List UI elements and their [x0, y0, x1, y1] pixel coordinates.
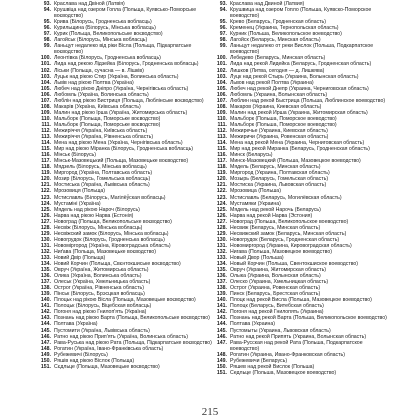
list-item-number: 106. — [216, 91, 227, 98]
list-item-text: Мінськ (Білорусь) — [54, 152, 96, 159]
list-item-text: Мядель (Беларусь, Минская область) — [230, 164, 321, 171]
list-item-text: Пінськ (Білорусь, Брэсцкая вобласць) — [54, 291, 145, 298]
list-item-text: Миргород (Украина, Полтавская область) — [230, 170, 330, 177]
list-item-text: Львов над рекой Полтва (Украина) — [230, 79, 314, 86]
list-item-text: Мальборк (Польша, Поморское воеводство) — [230, 115, 337, 122]
list-item-number: 101. — [40, 61, 51, 68]
list-item-number: 147. — [40, 339, 51, 346]
list-item-text: Несвижский замок (Беларусь, Минская область) — [230, 230, 347, 237]
list-item-text: Мстиславль (Білорусь, Магілёўская вобласць) — [54, 194, 166, 201]
list-item-number: 148. — [216, 351, 227, 358]
list-item-number: 121. — [40, 182, 51, 189]
list-item-text: Межиріччя (Україна, Рівненська область) — [54, 134, 154, 141]
list-item-number: 137. — [40, 279, 51, 286]
list-item-text: Луцк над рекой Стырь (Украина, Волынская область) — [230, 73, 359, 80]
list-item-number: 130. — [40, 236, 51, 243]
list-item-text: Лишков (Литва, сегодня — д. Лишкява) — [230, 67, 325, 74]
list-item-number: 100. — [40, 55, 51, 62]
list-item-number: 102. — [216, 67, 227, 74]
list-item-number: 138. — [40, 285, 51, 292]
list-item-text: Мостиска (Украина, Львовская область) — [230, 182, 327, 189]
list-item-text: Острог (Україна, Рівненська область) — [54, 285, 144, 292]
list-item-number: 106. — [40, 91, 51, 98]
list-item-number: 132. — [40, 248, 51, 255]
list-item — [40, 43, 212, 55]
list-item-text: Новоград (Польша, Великопольское воеводство) — [230, 218, 349, 225]
list-item-text: Мінськ-Мазовецький (Польща, Мазовецьке воєводство) — [54, 158, 189, 165]
list-item-number: 93. — [219, 1, 227, 7]
list-item-number: 105. — [216, 85, 227, 92]
list-item — [40, 7, 212, 19]
list-item-text: Люблін над рікою Бистриця (Польща, Люблінське воєводство) — [54, 97, 204, 104]
list-item-number: 146. — [40, 333, 51, 340]
list-item-text: Межиріччя (Україна, Київська область) — [54, 127, 148, 134]
list-item-text: Лида над рекою Лідзейка (Білорусь, Гродненська вобласць) — [54, 61, 199, 68]
list-item-number: 140. — [216, 297, 227, 304]
list-item-text: Пинск (Беларусь, Брестская область) — [230, 291, 321, 298]
list-item-text: Пустомыты (Украина, Львовская область) — [230, 327, 331, 334]
list-item-number: 108. — [40, 103, 51, 110]
list-item-number: 147. — [216, 339, 227, 346]
list-item-text: Любомль (Украина, Волынская область) — [230, 91, 328, 98]
list-item-text: Краслава над Двиной (Латвия) — [230, 1, 305, 7]
list-item-number: 134. — [40, 261, 51, 268]
list-item-number: 121. — [216, 182, 227, 189]
list-item-number: 107. — [40, 97, 51, 104]
list-item-number: 130. — [216, 236, 227, 243]
list-item-text: Новогрудок (Білорусь, Гродненська вобласць) — [54, 236, 165, 243]
list-item-number: 114. — [217, 140, 227, 147]
list-item-number: 124. — [216, 200, 227, 207]
list-item-text: Олеско (Украина, Хмельницкая область) — [230, 279, 329, 286]
list-item-number: 125. — [40, 206, 51, 213]
list-item-text: Нарва над рікою Нарва (Естонія) — [54, 212, 134, 219]
list-item-text: Минск-Мазовецкий (Польша, Мазовецкое воеводство) — [230, 158, 361, 165]
list-item-text: Мир над рікою Міранка (Білорусь, Гродненська вобласць) — [54, 146, 194, 153]
list-item-number: 123. — [40, 194, 51, 201]
list-item-number: 94. — [43, 7, 51, 14]
list-item-text: Олика (Україна, Волинська область) — [54, 273, 142, 280]
list-item-number: 95. — [43, 19, 51, 26]
list-item-text: Рогатин (Україна, Івано-Франківська область) — [54, 345, 164, 352]
list-item-text: Олыка (Украина, Волынская область) — [230, 273, 321, 280]
list-item-text: Новий Корчин (Польща, Свєнтокшиське воєводство) — [54, 261, 181, 268]
list-item-number: 142. — [40, 309, 51, 316]
list-item-text: Мальборк (Польща, Поморське воєводство) — [54, 121, 161, 128]
list-item — [216, 7, 390, 19]
list-item-number: 145. — [40, 327, 51, 334]
list-item-text: Рава-Русская над рекой Рата (Польша, Подкарпатское воеводство) — [230, 339, 363, 352]
list-item-text: Новомиргород (Украина, Кировоградская область) — [230, 242, 352, 249]
list-item-number: 114. — [41, 140, 51, 147]
list-item-text: Несвіж (Білорусь, Мінська вобласць) — [54, 224, 143, 231]
list-item-number: 111. — [41, 121, 51, 128]
list-item-number: 145. — [216, 327, 227, 334]
list-item-text: Кривa (Білорусь, Гродненська вобласць) — [54, 19, 152, 26]
list-item-text: Мир над рекой Миранка (Беларусь, Гродненская область) — [230, 146, 370, 153]
list-item-number: 97. — [219, 31, 227, 38]
list-item-text: Люблин над рекой Быстрица (Польша, Люблинское воеводство) — [230, 97, 386, 104]
list-item-text: Новоград (Польща, Великопольське воєводство) — [54, 218, 172, 225]
list-item-text: Крево (Беларусь, Гродненская область) — [230, 19, 326, 26]
list-item — [216, 340, 390, 352]
list-item-text: Нигава (Польша, Мазовецкое воеводство) — [230, 248, 332, 255]
list-item-number: 94. — [219, 7, 227, 14]
list-item-number: 125. — [216, 206, 227, 213]
list-item-number: 131. — [216, 242, 227, 249]
list-item-number: 117. — [217, 158, 227, 165]
list-item-number: 143. — [216, 315, 227, 322]
list-item-text: Макарів (Україна, Київська область) — [54, 103, 141, 110]
list-item-text: Ланьцут недалеко от реки Вислок (Польша, Подкарпатское воеводство) — [230, 43, 374, 56]
list-item-number: 104. — [40, 79, 51, 86]
list-item-text: Новый Корчин (Польша, Свентокшиское воеводство) — [230, 261, 359, 268]
list-item-text: Полтава (Україна) — [54, 321, 98, 328]
list-item-number: 118. — [41, 164, 51, 171]
list-item-number: 139. — [40, 291, 51, 298]
list-item-text: Овруч (Украина, Житомирская область) — [230, 267, 327, 274]
list-item-number: 140. — [40, 297, 51, 304]
list-item-text: Мена над рікою Мена (Україна, Чернігівська область) — [54, 140, 183, 147]
list-item-number: 112. — [217, 127, 227, 134]
list-item-number: 116. — [217, 152, 227, 159]
list-item-number: 96. — [219, 25, 227, 32]
list-item-text: Ратно над рікою Прип'ять (Україна, Волинська область) — [54, 333, 188, 340]
list-item-number: 144. — [40, 321, 51, 328]
list-item-text: Ряшев над рекой Вислок (Польша) — [230, 363, 315, 370]
list-item-number: 100. — [216, 55, 227, 62]
list-item-number: 99. — [219, 43, 227, 50]
list-item-text: Ниґава (Польща, Мазовецьке воєводство) — [54, 248, 157, 255]
list-item-number: 126. — [216, 212, 227, 219]
list-item-text: Полоцьк (Білорусь, Віцебская вобласць) — [54, 303, 152, 310]
list-item-text: Полоцк (Беларусь, Витебская область) — [230, 303, 324, 310]
list-item-number: 96. — [43, 25, 51, 32]
page-number: 215 — [201, 406, 219, 418]
list-item-text: Мрозовица (Польша) — [230, 188, 281, 195]
list-item-number: 111. — [217, 121, 227, 128]
list-item-number: 120. — [216, 176, 227, 183]
list-item-text: Мстиславль (Беларусь, Могилёвская область) — [230, 194, 342, 201]
list-item-text: Мядзель (Білорусь, Мінська вобласць) — [54, 164, 147, 171]
list-item-text: Курик (Польща, Великопольське воєводство) — [54, 31, 163, 38]
list-item-number: 146. — [216, 333, 227, 340]
list-item-number: 109. — [40, 109, 51, 116]
list-item-text: Мустамяки (Украина) — [230, 200, 281, 207]
list-item-text: Познань над рекой Варта (Польша, Великопольское воеводство) — [230, 315, 387, 322]
list-item-number: 95. — [219, 19, 227, 26]
list-item-text: Рубежевичи (Беларусь) — [230, 357, 288, 364]
list-item-number: 142. — [216, 309, 227, 316]
list-item-text: Рубежевичі (Білорусь) — [54, 351, 108, 358]
list-item-number: 134. — [216, 261, 227, 268]
list-item-number: 128. — [40, 224, 51, 231]
list-item-number: 122. — [40, 188, 51, 195]
list-item-number: 129. — [40, 230, 51, 237]
list-item-text: Острог (Украина, Ровенская область) — [230, 285, 321, 292]
list-item-number: 124. — [40, 200, 51, 207]
list-item-number: 109. — [216, 109, 227, 116]
list-item-text: Мальборк (Польша, Поморское воеводство) — [230, 121, 337, 128]
list-item-number: 119. — [217, 170, 227, 177]
right-column-place-list — [216, 1, 390, 376]
list-item-text: Межиречье (Украина, Киевская область) — [230, 127, 328, 134]
list-item-number: 136. — [216, 273, 227, 280]
list-item-number: 110. — [41, 115, 51, 122]
list-item-number: 123. — [216, 194, 227, 201]
list-item-text: Сєдльце (Польща, Мазовецьке воєводство) — [54, 363, 160, 370]
list-item-text: Рогатин (Украина, Ивано-Франковская область) — [230, 351, 345, 358]
list-item — [216, 43, 390, 55]
list-item-number: 137. — [216, 279, 227, 286]
list-item-text: Курильщина (Білорусь, Мінська вобласць) — [54, 25, 156, 32]
list-item-text: Ліськи (Польща, сучасна — в. Лішків) — [54, 67, 144, 74]
list-item-number: 116. — [41, 152, 51, 159]
list-item-number: 120. — [40, 176, 51, 183]
list-item-number: 149. — [40, 351, 51, 358]
list-item-number: 133. — [40, 254, 51, 261]
list-item-text: Пустомити (Україна, Львівська область) — [54, 327, 150, 334]
list-item-number: 118. — [217, 164, 227, 171]
list-item-text: Минск (Беларусь) — [230, 152, 273, 159]
list-item-text: Плоцк над рекой Висла (Польша, Мазовецкое воеводство) — [230, 297, 372, 304]
list-item-number: 148. — [40, 345, 51, 352]
list-item-text: Погоня над рекой Гнилопять (Украина) — [230, 309, 324, 316]
list-item-number: 113. — [217, 134, 227, 141]
list-item-text: Олеськ (Україна, Хмельницька область) — [54, 279, 151, 286]
list-item-text: Ратно над рекой Припять (Украина, Волынская область) — [230, 333, 367, 340]
list-item-number: 107. — [216, 97, 227, 104]
list-item-number: 93. — [43, 1, 51, 7]
list-item-number: 143. — [40, 315, 51, 322]
list-item-text: Луцьк над рікою Стир (Україна, Волинська область) — [54, 73, 179, 80]
left-column-place-list — [40, 1, 212, 370]
list-item-text: Несвіжский замок (Білорусь, Мінська вобласць) — [54, 230, 169, 237]
list-item-number: 128. — [216, 224, 227, 231]
list-item-text: Рава-Руська над рікою Рата (Польща, Підкарпатське воєводство) — [54, 339, 212, 346]
list-item-text: Краслава над Двіной (Латвія) — [54, 1, 125, 7]
list-item-number: 102. — [40, 67, 51, 74]
list-item-number: 133. — [216, 254, 227, 261]
list-item-text: Новогрудок (Беларусь, Гродненская область) — [230, 236, 340, 243]
list-item-text: Нарва над рекой Нарва (Эстония) — [230, 212, 313, 219]
list-item-text: Ланьцут недалеко від ріки Вісла (Польща, Підкарпатське воєводство) — [54, 43, 192, 56]
list-item-number: 131. — [40, 242, 51, 249]
list-item-text: Мена над рекой Мена (Украина, Черниговская область) — [230, 140, 365, 147]
list-item-text: Мостиська (Україна, Львівська область) — [54, 182, 150, 189]
list-item-number: 98. — [43, 37, 51, 44]
list-item-text: Кременец (Украина, Тернопольская область) — [230, 25, 339, 32]
list-item-number: 112. — [41, 127, 51, 134]
list-item-text: Мядель над рікою Нароч (Білорусь) — [54, 206, 140, 213]
list-item-number: 150. — [216, 363, 227, 370]
list-item-number: 129. — [216, 230, 227, 237]
list-item-text: Леонтівка (Білорусь, Гродненська вобласць) — [54, 55, 161, 62]
list-item-text: Полтава (Украина) — [230, 321, 275, 328]
list-item-number: 132. — [216, 248, 227, 255]
list-item-number: 150. — [40, 357, 51, 364]
list-item-number: 151. — [40, 363, 51, 370]
list-item-text: Мозырь (Беларусь, Гомельская область) — [230, 176, 329, 183]
list-item-text: Лебедево (Беларусь, Минская область) — [230, 55, 326, 62]
list-item-number: 104. — [216, 79, 227, 86]
list-item-number: 144. — [216, 321, 227, 328]
list-item-number: 135. — [40, 267, 51, 274]
list-item-text: Мальборк (Польща, Поморське воєводство) — [54, 115, 161, 122]
list-item-text: Ряшів над рікою Віслок (Польща) — [54, 357, 135, 364]
list-item-text: Погоня над рікою Гнилоп'ять (Україна) — [54, 309, 147, 316]
list-item-number: 99. — [43, 43, 51, 50]
list-item-text: Седльце (Польша, Мазовецкое воеводство) — [230, 369, 337, 376]
list-item-text: Любеч над рекой Днепр (Украина, Черниговская область) — [230, 85, 369, 92]
list-item-text: Новый Двор (Польша) — [230, 254, 284, 261]
list-item-text: Несвиж (Беларусь, Минская область) — [230, 224, 321, 231]
list-item-text: Крушвіца над озером Гопла (Польща, Куявсько-Поморське воєводство) — [54, 7, 197, 20]
list-item-text: Миргород (Україна, Полтавська область) — [54, 170, 153, 177]
list-item-text: Лагойськ (Білорусь, Мінська вобласць) — [54, 37, 148, 44]
list-item-number: 103. — [40, 73, 51, 80]
list-item-number: 108. — [216, 103, 227, 110]
list-item-number: 138. — [216, 285, 227, 292]
list-item-text: Плоцьк над рікою Вісла (Польща, Мазовецьке воєводство) — [54, 297, 196, 304]
list-item-text: Мустаміні (Україна) — [54, 200, 101, 207]
list-item — [216, 370, 390, 376]
list-item-text: Львів над рікою Полтва (Україна) — [54, 79, 134, 86]
list-item-number: 151. — [216, 369, 227, 376]
list-item-number: 122. — [216, 188, 227, 195]
list-item-number: 105. — [40, 85, 51, 92]
list-item-text: Овруч (Україна, Житомирська область) — [54, 267, 149, 274]
list-item-text: Новоміргород (Україна, Кіровоградська область) — [54, 242, 171, 249]
list-item-number: 127. — [216, 218, 227, 225]
list-item-text: Курник (Польша, Великопольское воеводство) — [230, 31, 342, 38]
list-item-number: 135. — [216, 267, 227, 274]
list-item-number: 101. — [216, 61, 227, 68]
list-item-text: Любомль (Україна, Волинська область) — [54, 91, 149, 98]
list-item-text: Мозир (Білорусь, Гомельська вобласць) — [54, 176, 151, 183]
list-item-number: 126. — [40, 212, 51, 219]
list-item-text: Крушвица над озером Гопло (Польша, Куявско-Поморское воеводство) — [230, 7, 372, 20]
list-item-number: 98. — [219, 37, 227, 44]
list-item-number: 119. — [41, 170, 51, 177]
list-item-number: 115. — [217, 146, 227, 153]
list-item-number: 149. — [216, 357, 227, 364]
list-item — [40, 364, 212, 370]
list-item-text: Мядель над рекой Нарочь (Беларусь) — [230, 206, 321, 213]
list-item-number: 115. — [41, 146, 51, 153]
list-item-number: 103. — [216, 73, 227, 80]
list-item-number: 117. — [41, 158, 51, 165]
list-item-text: Любеч над рікою Дніпро (Україна, Чернігівська область) — [54, 85, 189, 92]
list-item-text: Мрозовиця (Польща) — [54, 188, 105, 195]
list-item-text: Малин над рекой Ирша (Украина, Житомирская область) — [230, 109, 368, 116]
list-item-text: Малин над рікою Ірша (Україна, Житомирська область) — [54, 109, 188, 116]
list-item-text: Лида над рекой Лидейка (Беларусь, Гродненская область) — [230, 61, 372, 68]
list-item-number: 139. — [216, 291, 227, 298]
list-item-number: 136. — [40, 273, 51, 280]
list-item-number: 97. — [43, 31, 51, 38]
list-item-text: Новий Двір (Польща) — [54, 254, 106, 261]
list-item-number: 141. — [40, 303, 51, 310]
list-item-number: 141. — [216, 303, 227, 310]
list-item-text: Лагойск (Беларусь, Минская область) — [230, 37, 321, 44]
list-item-text: Познань над рікою Варта (Польща, Великопольське воєводство) — [54, 315, 210, 322]
list-item-text: Макаров (Украина, Киевская область) — [230, 103, 322, 110]
list-item-number: 127. — [40, 218, 51, 225]
list-item-text: Межиричи (Украина, Ровенская область) — [230, 134, 329, 141]
list-item-number: 110. — [217, 115, 227, 122]
list-item-number: 113. — [41, 134, 51, 141]
